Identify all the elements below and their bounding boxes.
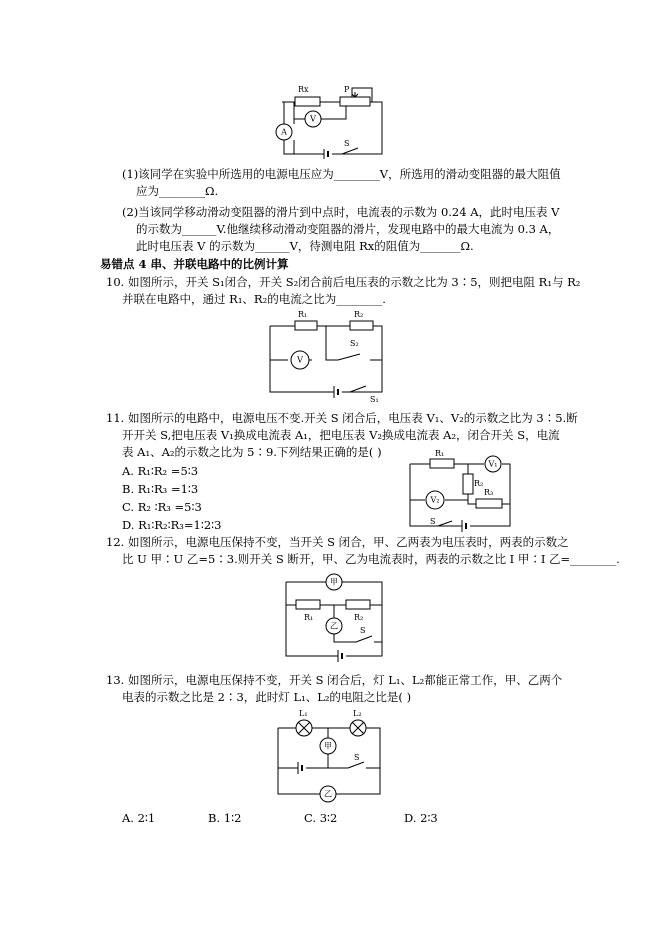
q12-line2: 比 U 甲∶U 乙=5∶3.则开关 S 断开，甲、乙为电流表时，两表的示数之比 I 甲∶I 乙=________. (122, 552, 620, 566)
q11-line3: 表 A₁、A₂的示数之比为 5∶9.下列结果正确的是( ) (122, 445, 382, 459)
circuit-diagram-q11 (408, 448, 516, 534)
r2-label: R₂ (354, 613, 364, 622)
switch-label: S (344, 139, 350, 148)
q11-line1: 11. 如图所示的电路中，电源电压不变.开关 S 闭合后，电压表 V₁、V₂的示数之比为 3∶5.断 (106, 411, 578, 425)
circuit-diagram-q10 (270, 310, 385, 405)
q11-line2: 开开关 S,把电压表 V₁换成电流表 A₁，把电压表 V₂换成电流表 A₂，闭合开关 S，电流 (122, 428, 560, 442)
voltmeter-label: V (297, 355, 303, 365)
yi-label: 乙 (330, 621, 338, 631)
rx-label: Rx (298, 85, 309, 94)
q13-option-d: D. 2∶3 (404, 811, 438, 825)
q10-line2: 并联在电路中，通过 R₁、R₂的电流之比为________. (122, 292, 386, 306)
section-title: 易错点 4 串、并联电路中的比例计算 (100, 257, 289, 271)
q10-line1: 10. 如图所示，开关 S₁闭合，开关 S₂闭合前后电压表的示数之比为 3∶5，则把电阻 R₁与 R₂ (106, 275, 581, 289)
circuit-diagram-q9 (270, 82, 390, 162)
r3-label: R₃ (484, 488, 494, 497)
r2-label: R₂ (474, 479, 484, 488)
s1-label: S₁ (370, 395, 379, 404)
circuit-diagram-q12 (284, 572, 384, 662)
l1-label: L₁ (299, 709, 308, 718)
jia-label: 甲 (330, 577, 338, 587)
r1-label: R₁ (435, 449, 445, 458)
yi-label: 乙 (324, 789, 332, 799)
r2-label: R₂ (354, 310, 364, 319)
jia-label: 甲 (324, 741, 332, 751)
q9-part2: (2)当该同学移动滑动变阻器的滑片到中点时，电流表的示数为 0.24 A，此时电压表 V (122, 205, 560, 219)
s-label: S (354, 753, 360, 762)
s2-label: S₂ (350, 339, 359, 348)
q13-option-c: C. 3∶2 (304, 811, 338, 825)
r1-label: R₁ (298, 310, 308, 319)
q11-option-a: A. R₁∶R₂ =5∶3 (122, 464, 199, 478)
l2-label: L₂ (353, 709, 362, 718)
q12-line1: 12. 如图所示，电源电压保持不变，当开关 S 闭合，甲、乙两表为电压表时，两表的示数之 (106, 535, 569, 549)
q9-part1: (1)该同学在实验中所选用的电源电压应为________V，所选用的滑动变阻器的最大阻值 (122, 167, 561, 181)
ammeter-label: A (281, 127, 287, 137)
q11-option-d: D. R₁∶R₂∶R₃=1∶2∶3 (122, 518, 222, 532)
circuit-diagram-q13 (276, 710, 386, 802)
q13-option-b: B. 1∶2 (208, 811, 242, 825)
q9-part2b: 的示数为______V.他继续移动滑动变阻器的滑片，发现电路中的最大电流为 0.3 A， (136, 222, 560, 236)
q13-line1: 13. 如图所示，电源电压保持不变，开关 S 闭合后，灯 L₁、L₂都能正常工作，甲、乙两个 (106, 673, 563, 687)
q11-option-c: C. R₂ ∶R₃ =5∶3 (122, 500, 202, 514)
s-label: S (360, 626, 366, 635)
q9-part2c: 此时电压表 V 的示数为______V，待测电阻 Rx的阻值为_______Ω. (136, 239, 474, 253)
r1-label: R₁ (304, 613, 314, 622)
voltmeter-label: V (310, 114, 316, 124)
v1-label: V₁ (488, 459, 498, 469)
q13-option-a: A. 2∶1 (122, 811, 156, 825)
q9-part1b: 应为________Ω. (136, 184, 219, 198)
q11-option-b: B. R₁∶R₃ =1∶3 (122, 482, 199, 496)
p-label: P (344, 85, 350, 94)
q13-line2: 电表的示数之比是 2∶3，此时灯 L₁、L₂的电阻之比是( ) (122, 690, 412, 704)
s-label: S (430, 517, 436, 526)
v2-label: V₂ (430, 495, 440, 505)
